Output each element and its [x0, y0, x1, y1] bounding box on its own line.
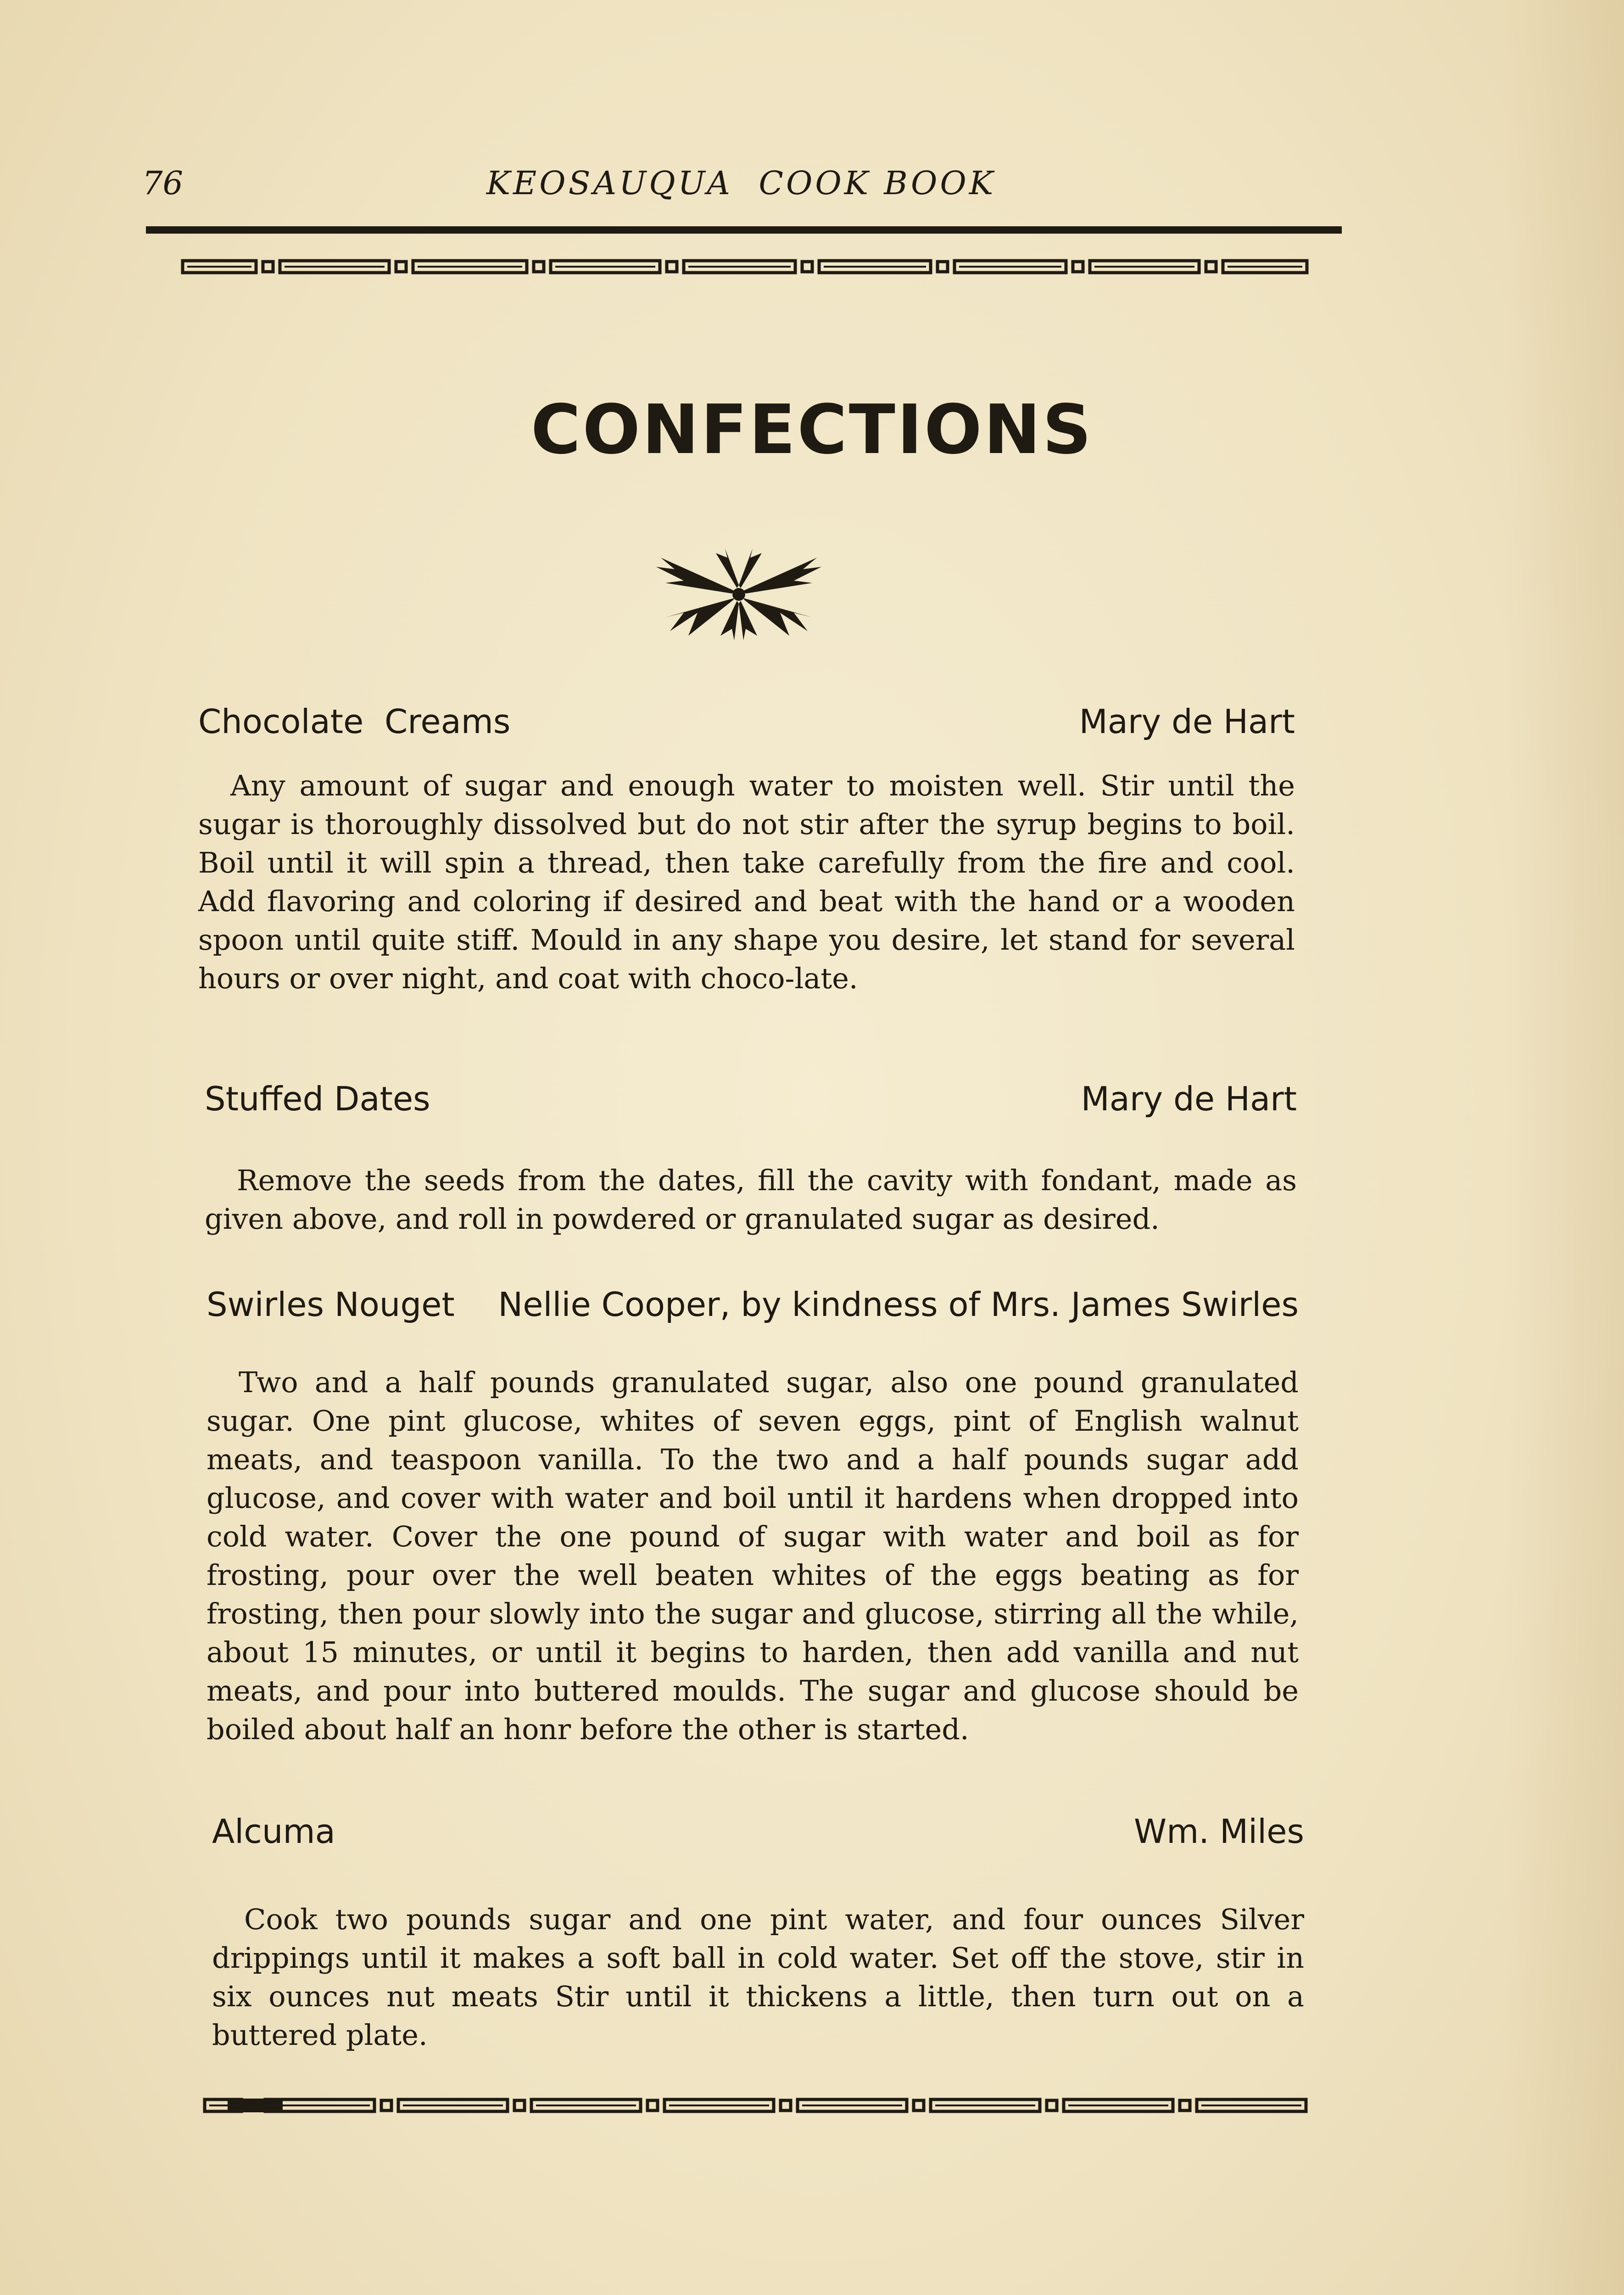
recipe-body: Remove the seeds from the dates, fill the cavity with fondant, made as given above, and roll in powdered or granulated sugar as desired.: [205, 1164, 1297, 1236]
page-edge-shadow: [1505, 0, 1624, 2295]
running-title: KEOSAUQUA COOK BOOK: [486, 164, 996, 202]
header-rule: [146, 226, 1342, 234]
section-title: CONFECTIONS: [530, 390, 1094, 469]
recipe-header: [212, 1812, 1304, 1851]
recipe-title: Stuffed Dates: [205, 1080, 430, 1118]
recipe-title: Swirles Nouget: [206, 1285, 455, 1324]
greek-key-border-bottom: [200, 2095, 1320, 2116]
recipe-body: Any amount of sugar and enough water to moisten well. Stir until the sugar is thoroughly dissolved but do not stir after the syrup begins to boil. Boil until it will spin a thread, then take carefully from the fire and cool. Add flavoring and coloring if desired and beat with the hand or a wooden spoon until quite stiff. Mould in any shape you desire, let stand for several hours or over night, and coat with choco-late.: [198, 769, 1295, 995]
page-header: [142, 161, 1340, 211]
recipe-author: Nellie Cooper, by kindness of Mrs. James Swirles: [498, 1285, 1299, 1324]
greek-key-border-top: [178, 256, 1311, 277]
page-number: 76: [142, 164, 184, 202]
recipe-header: [205, 1080, 1297, 1118]
recipe-body: Cook two pounds sugar and one pint water, and four ounces Silver drippings until it makes a soft ball in cold water. Set off the stove, stir in six ounces nut meats Stir until it thickens a little, then turn out on a buttered plate.: [212, 1903, 1304, 2052]
recipe-header: [198, 702, 1295, 741]
recipe-title: Chocolate Creams: [198, 702, 511, 741]
recipe-header: [206, 1285, 1299, 1324]
recipe-author: Mary de Hart: [1081, 1080, 1297, 1118]
floral-ornament-icon: [647, 549, 831, 640]
recipe-author: Mary de Hart: [1079, 702, 1295, 741]
recipe-author: Wm. Miles: [1133, 1812, 1304, 1851]
recipe-body: Two and a half pounds granulated sugar, also one pound granulated sugar. One pint glucose, whites of seven eggs, pint of English walnut meats, and teaspoon vanilla. To the two and a half pounds sugar add glucose, and cover with water and boil until it hardens when dropped into cold water. Cover the one pound of sugar with water and boil as for frosting, pour over the well beaten whites of the eggs beating as for frosting, then pour slowly into the sugar and glucose, stirring all the while, about 15 minutes, or until it begins to harden, then add vanilla and nut meats, and pour into buttered moulds. The sugar and glucose should be boiled about half an honr before the other is started.: [206, 1366, 1299, 1746]
recipe-title: Alcuma: [212, 1812, 335, 1851]
